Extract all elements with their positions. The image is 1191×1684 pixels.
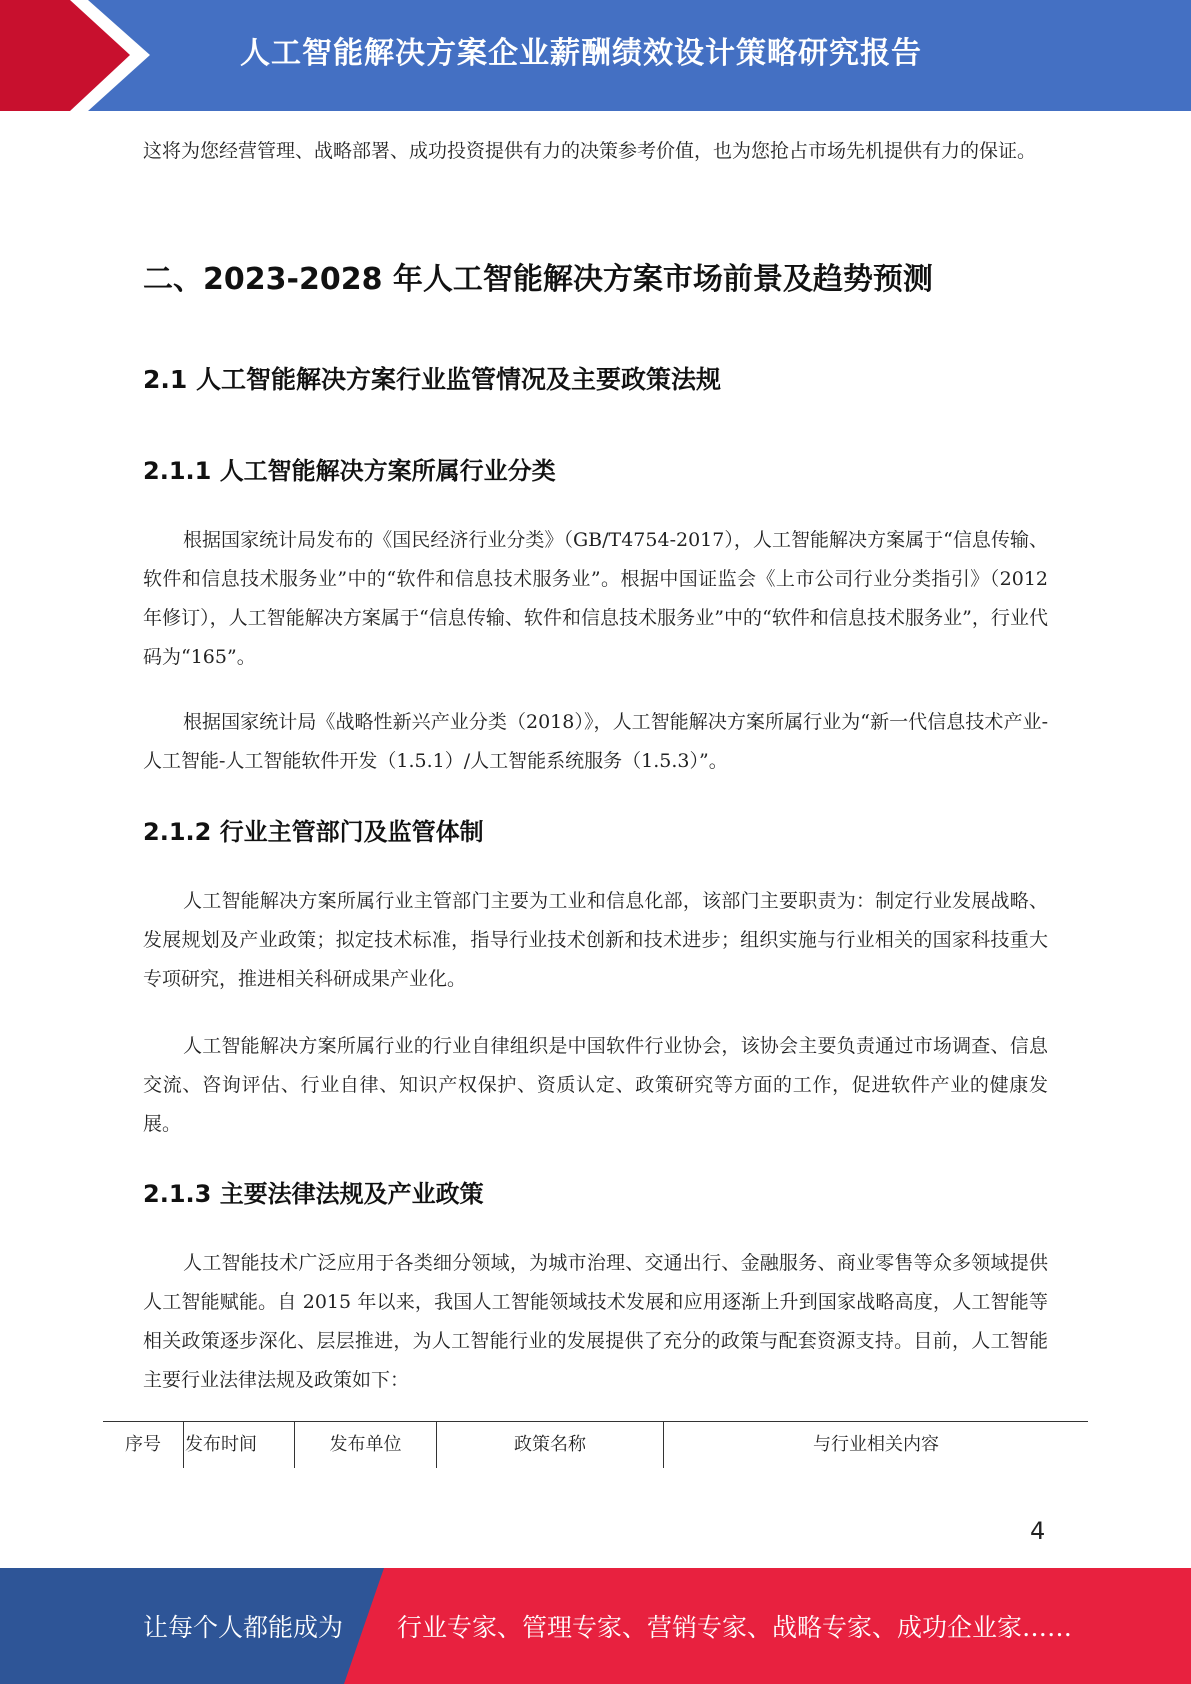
report-title: 人工智能解决方案企业薪酬绩效设计策略研究报告 <box>240 36 922 71</box>
section-2-1-heading: 2.1 人工智能解决方案行业监管情况及主要政策法规 <box>143 365 721 394</box>
table-header-cell: 与行业相关内容 <box>813 1434 939 1455</box>
classification-paragraph-1: 根据国家统计局发布的《国民经济行业分类》（GB/T4754-2017），人工智能解决方案属于“信息传输、软件和信息技术服务业”中的“软件和信息技术服务业”。根据中国证监会《上市公司行业分类指引》（2012 年修订），人工智能解决方案属于“信息传输、软件和信息技术服务业”中的“软件和信息技术服务业”，行业代码为“165”。 <box>143 529 1048 668</box>
policy-paragraph: 人工智能技术广泛应用于各类细分领域，为城市治理、交通出行、金融服务、商业零售等众多领域提供人工智能赋能。自 2015 年以来，我国人工智能领域技术发展和应用逐渐上升到国家战略高度，人工智能等相关政策逐步深化、层层推进，为人工智能行业的发展提供了充分的政策与配套资源支持。目前，人工智能主要行业法律法规及政策如下： <box>143 1252 1048 1391</box>
regulator-paragraph-2: 人工智能解决方案所属行业的行业自律组织是中国软件行业协会，该协会主要负责通过市场调查、信息交流、咨询评估、行业自律、知识产权保护、资质认定、政策研究等方面的工作，促进软件产业的健康发展。 <box>143 1035 1048 1135</box>
footer-slogan-left: 让每个人都能成为 <box>143 1613 344 1642</box>
table-header-cell: 政策名称 <box>437 1422 664 1468</box>
table-header-cell: 序号 <box>125 1434 161 1455</box>
table-header-cell: 发布单位 <box>295 1422 437 1468</box>
footer-slogan-right: 行业专家、管理专家、营销专家、战略专家、成功企业家…… <box>397 1613 1073 1642</box>
page-header <box>0 0 1191 111</box>
section-2-heading: 二、2023-2028 年人工智能解决方案市场前景及趋势预测 <box>143 262 933 297</box>
policy-table-header <box>103 1421 1088 1467</box>
regulator-paragraph-1: 人工智能解决方案所属行业主管部门主要为工业和信息化部，该部门主要职责为：制定行业发展战略、发展规划及产业政策；拟定技术标准，指导行业技术创新和技术进步；组织实施与行业相关的国家科技重大专项研究，推进相关科研成果产业化。 <box>143 890 1048 990</box>
page-footer <box>0 1568 1191 1684</box>
page-number: 4 <box>1030 1517 1046 1545</box>
intro-paragraph: 这将为您经营管理、战略部署、成功投资提供有力的决策参考价值，也为您抢占市场先机提供有力的保证。 <box>143 140 1037 162</box>
section-2-1-3-heading: 2.1.3 主要法律法规及产业政策 <box>143 1180 484 1208</box>
section-2-1-1-heading: 2.1.1 人工智能解决方案所属行业分类 <box>143 457 556 485</box>
table-header-cell: 发布时间 <box>183 1422 295 1468</box>
classification-paragraph-2: 根据国家统计局《战略性新兴产业分类（2018）》，人工智能解决方案所属行业为“新一代信息技术产业-人工智能-人工智能软件开发（1.5.1）/人工智能系统服务（1.5.3）”。 <box>143 711 1048 772</box>
section-2-1-2-heading: 2.1.2 行业主管部门及监管体制 <box>143 818 484 846</box>
